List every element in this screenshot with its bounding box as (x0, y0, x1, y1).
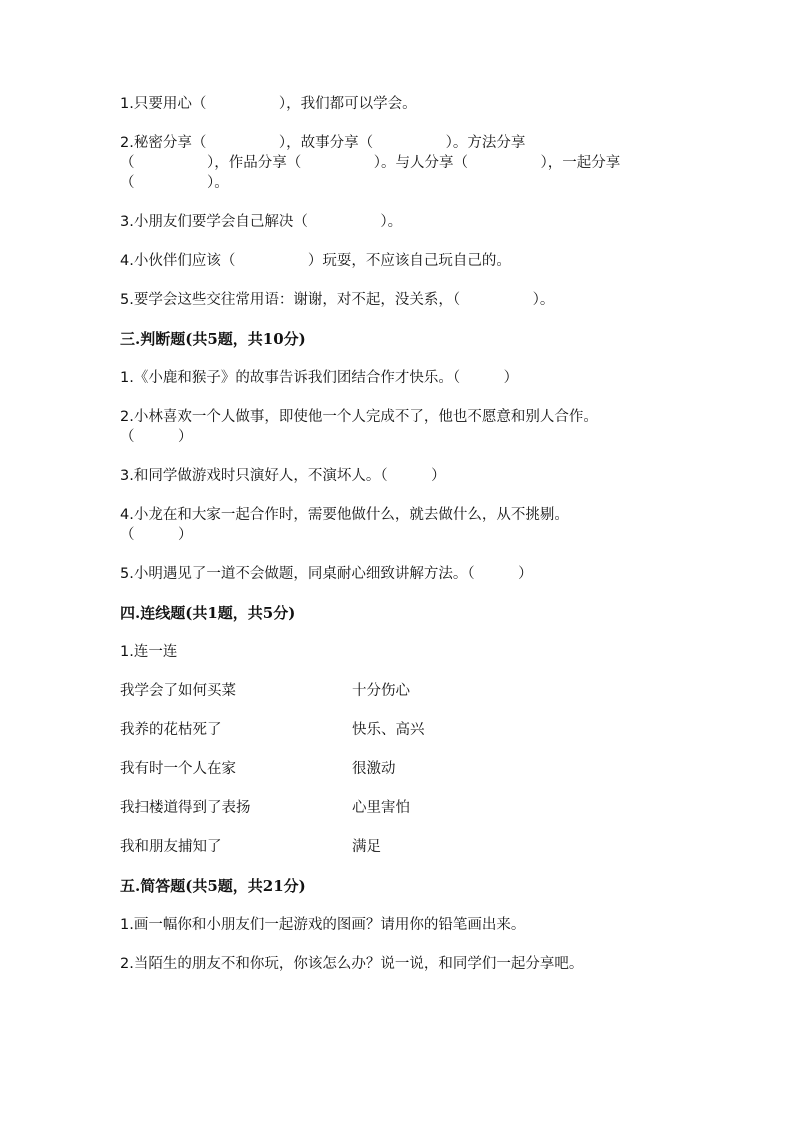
matching-left-item: 我学会了如何买菜 (120, 683, 236, 699)
section-title-short-answer: 五.简答题(共5题，共21分) (120, 877, 306, 895)
matching-row (120, 720, 680, 740)
judge-question-1: 1.《小鹿和猴子》的故事告诉我们团结合作才快乐。（ ） (120, 370, 519, 386)
fill-question-5: 5.要学会这些交往常用语：谢谢，对不起，没关系，（ ）。 (120, 292, 555, 308)
judge-question-2-line-2: （ ） (120, 429, 193, 445)
fill-question-2-line-1: 2.秘密分享（ ），故事分享（ ）。方法分享 (120, 135, 526, 151)
section-title-matching: 四.连线题(共1题，共5分) (120, 604, 296, 622)
matching-row (120, 837, 680, 857)
fill-question-2-line-3: （ ）。 (120, 175, 229, 191)
judge-question-4-line-1: 4.小龙在和大家一起合作时，需要他做什么，就去做什么，从不挑剔。 (120, 507, 569, 523)
matching-right-item: 满足 (352, 839, 381, 855)
judge-question-4-line-2: （ ） (120, 527, 193, 543)
short-answer-question-2: 2.当陌生的朋友不和你玩，你该怎么办？说一说，和同学们一起分享吧。 (120, 956, 584, 972)
judge-question-2-line-1: 2.小林喜欢一个人做事，即使他一个人完成不了，他也不愿意和别人合作。 (120, 409, 598, 425)
matching-right-item: 心里害怕 (352, 800, 410, 816)
fill-question-2-line-2: （ ），作品分享（ ）。与人分享（ ），一起分享 (120, 155, 621, 171)
matching-right-item: 很激动 (352, 761, 396, 777)
judge-question-5: 5.小明遇见了一道不会做题，同桌耐心细致讲解方法。（ ） (120, 566, 533, 582)
matching-left-item: 我有时一个人在家 (120, 761, 236, 777)
matching-row (120, 798, 680, 818)
section-title-judgement: 三.判断题(共5题，共10分) (120, 330, 306, 348)
matching-question-1: 1.连一连 (120, 644, 178, 660)
matching-left-item: 我养的花枯死了 (120, 722, 222, 738)
matching-right-item: 快乐、高兴 (352, 722, 425, 738)
fill-question-3: 3.小朋友们要学会自己解决（ ）。 (120, 214, 403, 230)
fill-question-4: 4.小伙伴们应该（ ）玩耍，不应该自己玩自己的。 (120, 253, 511, 269)
judge-question-3: 3.和同学做游戏时只演好人，不演坏人。（ ） (120, 468, 446, 484)
matching-left-item: 我和朋友捕知了 (120, 839, 222, 855)
worksheet-page (120, 94, 680, 974)
matching-right-item: 十分伤心 (352, 683, 410, 699)
fill-question-1: 1.只要用心（ ），我们都可以学会。 (120, 96, 417, 112)
matching-left-item: 我扫楼道得到了表扬 (120, 800, 251, 816)
matching-row (120, 681, 680, 701)
matching-row (120, 759, 680, 779)
short-answer-question-1: 1.画一幅你和小朋友们一起游戏的图画？请用你的铅笔画出来。 (120, 917, 526, 933)
